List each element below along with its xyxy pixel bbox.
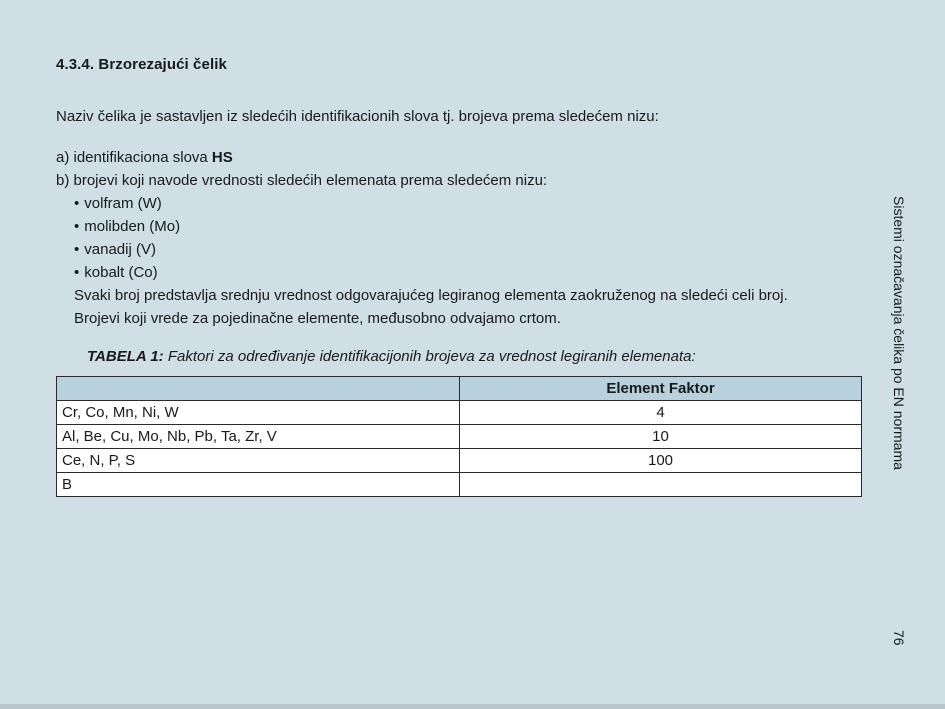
list-item-a	[56, 146, 788, 169]
hs-letters: HS	[211, 149, 233, 166]
note-line: Svaki broj predstavlja srednju vrednost odgovarajućeg legiranog elementa zaokruženog na sledeći celi broj.	[74, 287, 788, 304]
header-cell-factor: Element Faktor	[460, 377, 862, 401]
element-cell: B	[57, 473, 460, 497]
element-cell: Cr, Co, Mn, Ni, W	[57, 401, 460, 425]
table-caption-label: TABELA 1:	[87, 348, 164, 365]
factor-cell: 4	[460, 401, 862, 425]
intro-paragraph: Naziv čelika je sastavljen iz sledećih identifikacionih slova tj. brojeva prema sledećem nizu:	[56, 108, 659, 125]
bullet-text: volfram (W)	[84, 195, 162, 212]
list-item-b: b) brojevi koji navode vrednosti sledećih elemenata prema sledećem nizu:	[56, 172, 548, 189]
bullet-icon: •	[74, 218, 80, 235]
bullet-item	[56, 192, 788, 215]
table-row	[57, 401, 862, 425]
note-line: Brojevi koji vrede za pojedinačne elemente, međusobno odvajamo crtom.	[74, 310, 561, 327]
bullet-text: vanadij (V)	[84, 241, 156, 258]
page-number: 76	[891, 630, 907, 646]
bullet-icon: •	[74, 241, 80, 258]
factor-cell	[460, 473, 862, 497]
factor-cell: 100	[460, 449, 862, 473]
element-cell: Ce, N, P, S	[57, 449, 460, 473]
factor-table	[56, 376, 862, 497]
factor-cell: 10	[460, 425, 862, 449]
bullet-item	[56, 261, 788, 284]
bullet-icon: •	[74, 264, 80, 281]
table-row	[57, 473, 862, 497]
list-item-a-text: a) identifikaciona slova	[56, 149, 212, 166]
section-heading: 4.3.4. Brzorezajući čelik	[56, 56, 227, 73]
bullet-icon: •	[74, 195, 80, 212]
identification-list	[56, 146, 788, 330]
table-caption-text: Faktori za određivanje identifikacijonih brojeva za vrednost legiranih elemenata:	[163, 348, 696, 365]
table-row	[57, 425, 862, 449]
bullet-text: kobalt (Co)	[84, 264, 158, 281]
bullet-item	[56, 238, 788, 261]
page-bottom-edge	[0, 704, 945, 709]
bullet-item	[56, 215, 788, 238]
running-title: Sistemi označavanja čelika po EN normama	[891, 196, 907, 470]
bullet-text: molibden (Mo)	[84, 218, 181, 235]
table-row	[57, 449, 862, 473]
element-cell: Al, Be, Cu, Mo, Nb, Pb, Ta, Zr, V	[57, 425, 460, 449]
header-cell-element	[57, 377, 460, 401]
table-header-row	[57, 377, 862, 401]
table-caption	[87, 348, 696, 365]
